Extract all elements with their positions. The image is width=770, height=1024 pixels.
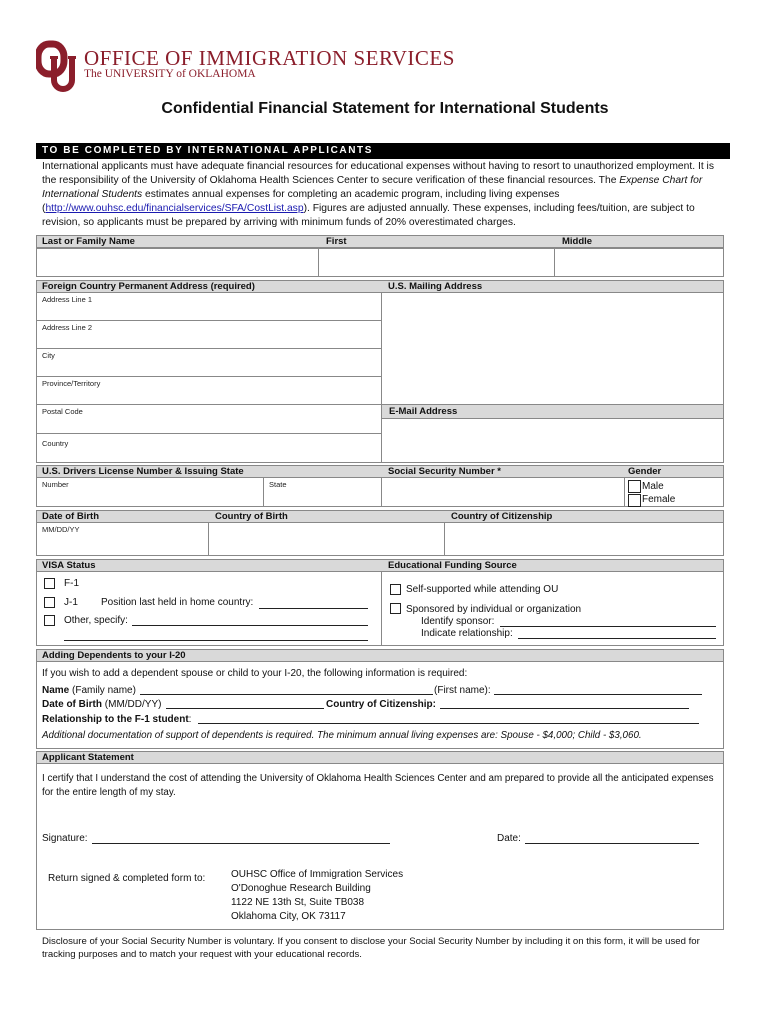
intro-italic: Expense Chart for International Students — [42, 175, 703, 200]
sponsored-checkbox[interactable] — [390, 603, 401, 614]
name-header-bar — [36, 235, 724, 248]
city-field[interactable] — [36, 348, 382, 377]
dependent-dob-line[interactable] — [166, 708, 324, 709]
org-name: OFFICE OF IMMIGRATION SERVICES — [84, 46, 455, 70]
self-supported-checkbox[interactable] — [390, 584, 401, 595]
other-specify-line[interactable] — [132, 625, 368, 626]
female-label: Female — [642, 494, 676, 505]
intro-text-1: International applicants must have adequate financial resources for educational expenses without having to resort to unauthorized employment. It is the responsibility of the University of Oklahoma Health Sciences Center to secure verification of these financial resources. The — [42, 161, 714, 186]
dependents-intro: If you wish to add a dependent spouse or child to your I-20, the following information is required: — [42, 668, 468, 679]
intro-text-2: estimates annual expenses for completing an academic program, including living expenses ( — [42, 189, 560, 214]
ou-logo-icon — [36, 38, 78, 94]
dependent-citizenship-label: Country of Citizenship: — [326, 699, 436, 710]
license-number-label: Number — [42, 480, 69, 489]
license-label: U.S. Drivers License Number & Issuing State — [42, 466, 244, 477]
first-name-label: First — [326, 236, 347, 247]
dob-format-label: MM/DD/YY — [42, 525, 80, 534]
statement-header: Applicant Statement — [42, 752, 134, 763]
license-state-label: State — [269, 480, 287, 489]
birth-country-field[interactable] — [208, 522, 445, 556]
middle-name-label: Middle — [562, 236, 593, 247]
intro-text-3: ). Figures are adjusted annually. These expenses, including fees/tuition, are subject to revision, so applicants must be prepared by arriving with minimum funds of 20% overestimated charges. — [42, 203, 695, 228]
male-label: Male — [642, 481, 664, 492]
other-label: Other, specify: — [64, 615, 128, 626]
funding-source-label: Educational Funding Source — [388, 560, 517, 571]
signature-label: Signature: — [42, 833, 88, 844]
email-label: E-Mail Address — [389, 406, 458, 417]
ssn-disclosure: Disclosure of your Social Security Number is voluntary. If you consent to disclose your Social Security Number by including it on this form, it will be used for tracking purposes and to match your request with your educational records. — [42, 936, 700, 960]
dependent-name-hint: (Family name) — [69, 685, 136, 696]
female-checkbox[interactable] — [628, 494, 641, 507]
postal-code-label: Postal Code — [42, 407, 83, 416]
sponsored-label: Sponsored by individual or organization — [406, 604, 582, 615]
ssn-field[interactable] — [381, 477, 625, 507]
org-subtitle: The UNIVERSITY of OKLAHOMA — [84, 68, 256, 80]
date-label: Date: — [497, 833, 521, 844]
dependent-first-name-label: (First name): — [434, 685, 491, 696]
j1-label: J-1 — [64, 597, 78, 608]
dependent-relationship-line[interactable] — [198, 723, 699, 724]
return-address-line4: Oklahoma City, OK 73117 — [231, 911, 346, 922]
return-address-line1: OUHSC Office of Immigration Services — [231, 869, 404, 880]
dependent-dob-hint: (MM/DD/YY) — [102, 699, 162, 710]
citizenship-field[interactable] — [444, 522, 724, 556]
us-address-label: U.S. Mailing Address — [388, 281, 483, 292]
license-number-field[interactable] — [36, 477, 264, 507]
self-supported-label: Self-supported while attending OU — [406, 584, 559, 595]
relationship-line[interactable] — [518, 638, 716, 639]
dependents-header: Adding Dependents to your I-20 — [42, 650, 186, 661]
last-name-label: Last or Family Name — [42, 236, 135, 247]
position-line[interactable] — [259, 608, 368, 609]
f1-checkbox[interactable] — [44, 578, 55, 589]
expense-chart-link[interactable]: http://www.ouhsc.edu/financialservices/SFA/CostList.asp — [45, 203, 304, 214]
dependent-name-label: Name — [42, 685, 70, 696]
birth-country-label: Country of Birth — [215, 511, 288, 522]
f1-label: F-1 — [64, 578, 79, 589]
return-address-line3: 1122 NE 13th St, Suite TB038 — [231, 897, 365, 908]
country-label: Country — [42, 439, 69, 448]
province-field[interactable] — [36, 376, 382, 405]
dependent-dob-label: Date of Birth — [42, 699, 102, 710]
address-line2-field[interactable] — [36, 320, 382, 349]
signature-line[interactable] — [92, 843, 390, 844]
dob-label: Date of Birth — [42, 511, 99, 522]
address-line2-label: Address Line 2 — [42, 323, 93, 332]
date-line[interactable] — [525, 843, 699, 844]
intro-paragraph — [42, 160, 722, 230]
sponsor-label: Identify sponsor: — [421, 616, 495, 627]
other-checkbox[interactable] — [44, 615, 55, 626]
page-title: Confidential Financial Statement for International Students — [161, 100, 609, 117]
citizenship-label: Country of Citizenship — [451, 511, 553, 522]
us-mailing-address-field[interactable] — [381, 292, 724, 405]
first-name-field[interactable] — [318, 248, 555, 277]
dependent-citizenship-line[interactable] — [440, 708, 689, 709]
last-name-field[interactable] — [36, 248, 319, 277]
return-address-line2: O'Donoghue Research Building — [231, 883, 371, 894]
visa-status-label: VISA Status — [42, 560, 96, 571]
return-label: Return signed & completed form to: — [48, 873, 206, 884]
license-state-field[interactable] — [263, 477, 382, 507]
ssn-label: Social Security Number * — [388, 466, 501, 477]
address-line1-field[interactable] — [36, 292, 382, 321]
dependent-family-name-line[interactable] — [140, 694, 433, 695]
relationship-label: Indicate relationship: — [421, 628, 513, 639]
dependent-relationship-label: Relationship to the F-1 student — [42, 714, 189, 725]
email-header-bar — [381, 404, 724, 419]
statement-text: I certify that I understand the cost of attending the University of Oklahoma Health Sciences Center and am prepared to provide all the anticipated expenses for the entire length of my stay. — [42, 773, 714, 798]
postal-code-field[interactable] — [36, 404, 382, 434]
position-label: Position last held in home country: — [101, 597, 254, 608]
sponsor-line[interactable] — [500, 626, 716, 627]
gender-label: Gender — [628, 466, 662, 477]
email-field[interactable] — [381, 418, 724, 463]
province-label: Province/Territory — [42, 379, 101, 388]
dependent-first-name-line[interactable] — [494, 694, 702, 695]
male-checkbox[interactable] — [628, 480, 641, 493]
section-bar: TO BE COMPLETED BY INTERNATIONAL APPLICANTS — [36, 143, 730, 159]
foreign-address-label: Foreign Country Permanent Address (required) — [42, 281, 255, 292]
j1-checkbox[interactable] — [44, 597, 55, 608]
address-line1-label: Address Line 1 — [42, 295, 93, 304]
middle-name-field[interactable] — [554, 248, 724, 277]
city-label: City — [42, 351, 55, 360]
country-field[interactable] — [36, 433, 382, 463]
dependents-note: Additional documentation of support of dependents is required. The minimum annual living expenses are: Spouse - $4,000; Child - $3,060. — [42, 730, 642, 741]
dob-field[interactable] — [36, 522, 209, 556]
other-specify-line-2[interactable] — [64, 640, 368, 641]
